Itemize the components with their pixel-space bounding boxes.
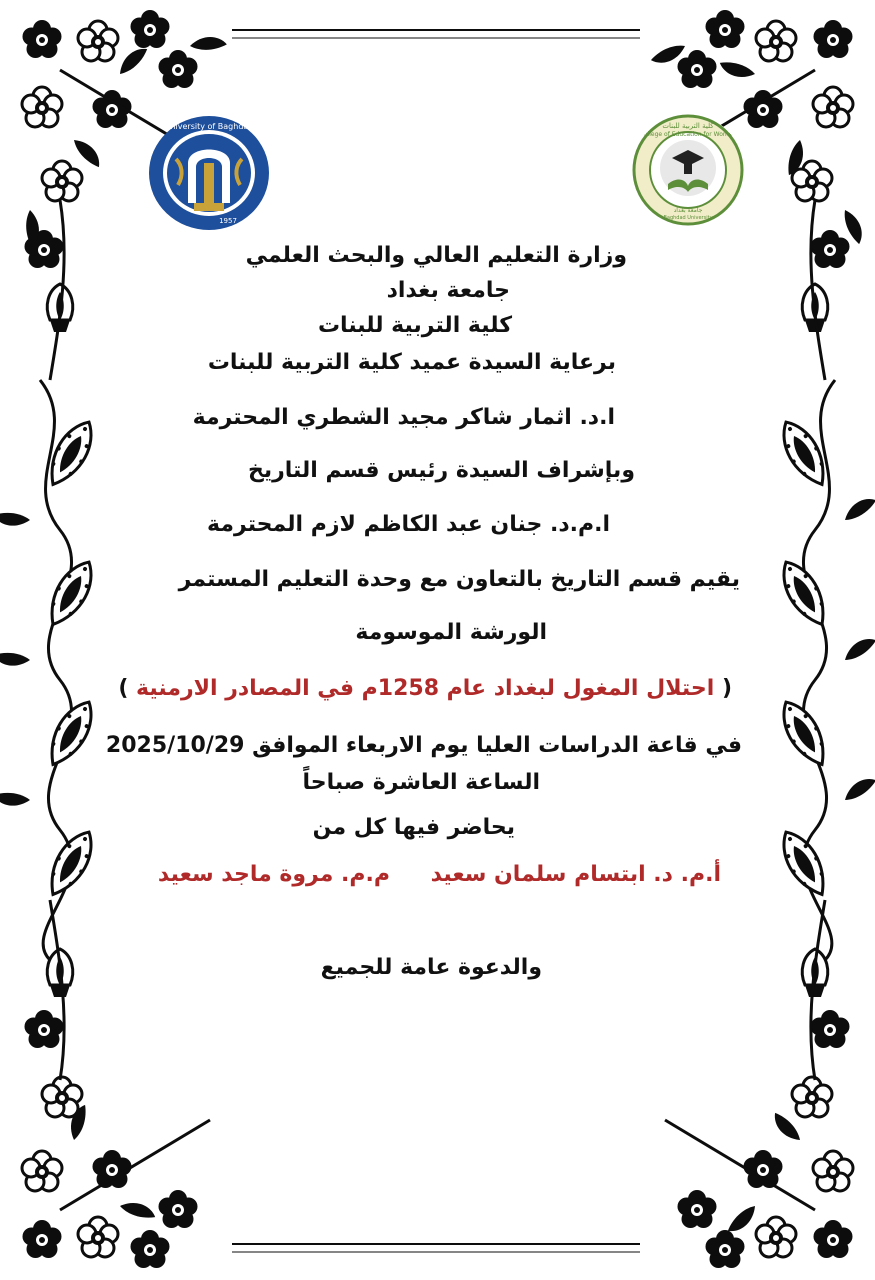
closing-line: والدعوة عامة للجميع xyxy=(320,955,542,980)
workshop-title: احتلال المغول لبغداد عام 1258م في المصادر الارمنية xyxy=(128,676,722,701)
logo-left-ring-text: University of Baghdad xyxy=(164,122,254,131)
workshop-title-line xyxy=(118,676,732,701)
title-open-paren: ( xyxy=(721,676,732,701)
university-of-baghdad-logo xyxy=(148,115,270,231)
title-close-paren: ) xyxy=(118,676,129,701)
logo-right-sub-text-en: Baghdad University xyxy=(663,215,713,221)
logo-right-ring-text-en: College of Education for Women xyxy=(639,131,737,138)
department-head-name-line: ا.م.د. جنان عبد الكاظم لازم المحترمة xyxy=(207,512,610,537)
college-of-education-for-women-logo xyxy=(632,114,744,226)
speaker-2: م.م. مروة ماجد سعيد xyxy=(157,862,390,887)
logo-right-sub-text-ar: جامعة بغداد xyxy=(673,207,703,214)
university-line: جامعة بغداد xyxy=(386,278,510,303)
dean-name-line: ا.د. اثمار شاكر مجيد الشطري المحترمة xyxy=(192,405,615,430)
college-line: كلية التربية للبنات xyxy=(317,313,512,338)
time-line: الساعة العاشرة صباحاً xyxy=(302,770,540,795)
speakers-intro-line: يحاضر فيها كل من xyxy=(312,815,515,840)
patronage-line: برعاية السيدة عميد كلية التربية للبنات xyxy=(207,350,616,375)
logo-right-ring-text-ar: كلية التربية للبنات xyxy=(662,122,714,130)
event-type-line: الورشة الموسومة xyxy=(355,620,547,645)
venue-date-line: في قاعة الدراسات العليا يوم الاربعاء الموافق 2025/10/29 xyxy=(105,733,742,758)
ministry-line: وزارة التعليم العالي والبحث العلمي xyxy=(245,243,627,268)
speaker-1: أ.م. د. ابتسام سلمان سعيد xyxy=(430,862,721,887)
logo-left-year: 1957 xyxy=(219,217,237,225)
supervision-line: وبإشراف السيدة رئيس قسم التاريخ xyxy=(248,458,635,483)
organizer-line: يقيم قسم التاريخ بالتعاون مع وحدة التعليم المستمر xyxy=(178,567,740,592)
